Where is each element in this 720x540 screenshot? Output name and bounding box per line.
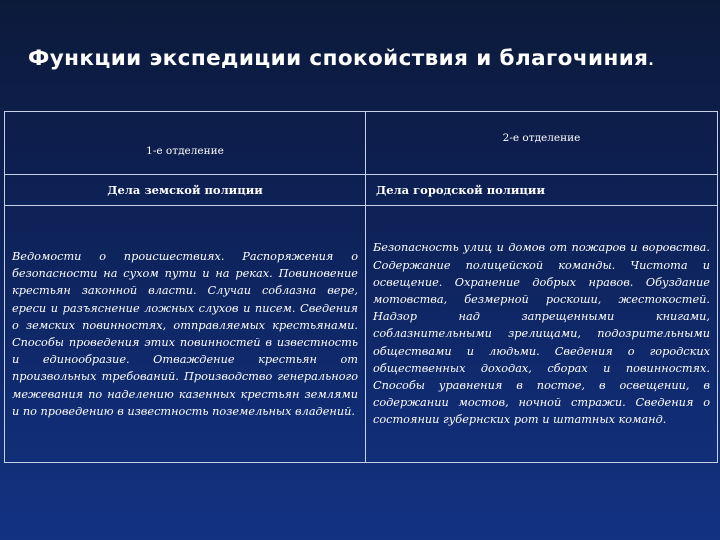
- table-subheader-row: [5, 175, 718, 206]
- cell-city-police-duties: Безопасность улиц и домов от пожаров и воровства. Содержание полицейской команды. Чистота и освещение. Охранение добрых нравов. Обуздание мотовства, безмерной роскоши, жестокостей. Надзор над запрещенными книгами, соблазнительными зрелищами, подозрительными обществами и людьми. Сведения о городских общественных доходах, сборах и повинностях. Способы уравнения в постое, в освещении, в содержании мостов, ночной стражи. Сведения о состоянии губернских рот и штатных команд.: [366, 206, 718, 463]
- slide-title: [28, 46, 718, 71]
- header-department-2: 2-е отделение: [366, 112, 718, 175]
- cell-rural-police-duties: Ведомости о происшествиях. Распоряжения о безопасности на сухом пути и на реках. Повиновение крестьян законной власти. Случаи соблазна вере, ереси и разъяснение ложных слухов и писем. Сведения о земских повинностях, отправляемых крестьянами. Способы проведения этих повинностей в известность и единообразие. Отваждение крестьян от произвольных требований. Производство генерального межевания по наделению казенных крестьян землями и по проведению в известность поземельных владений.: [5, 206, 366, 463]
- header-department-1: 1-е отделение: [5, 112, 366, 175]
- table-body-row: [5, 206, 718, 463]
- slide-title-text: Функции экспедиции спокойствия и благочиния: [28, 46, 649, 71]
- table-header-row: [5, 112, 718, 175]
- subheader-rural-police: Дела земской полиции: [5, 175, 366, 206]
- functions-table: [4, 111, 718, 463]
- slide-title-period: .: [648, 53, 655, 69]
- subheader-city-police: Дела городской полиции: [366, 175, 718, 206]
